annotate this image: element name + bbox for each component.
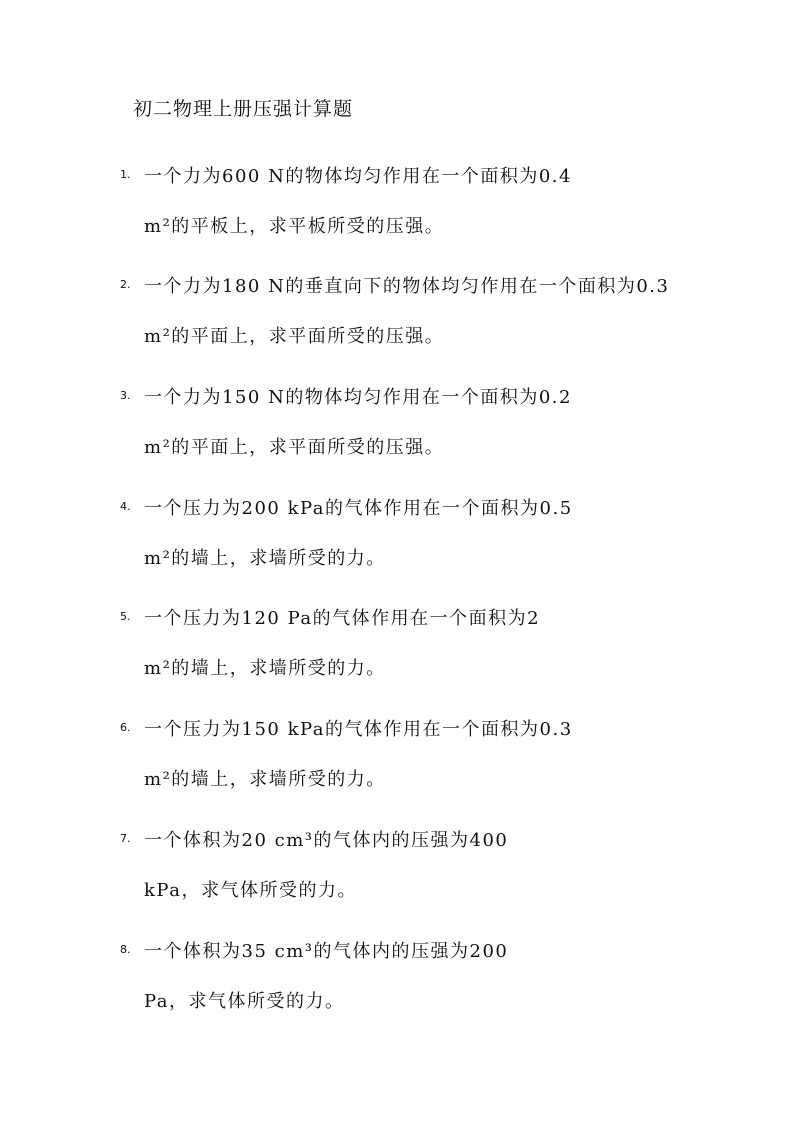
problem-number: 1. <box>120 168 131 181</box>
problem-text-line1: 一个体积为35 cm³的气体内的压强为200 <box>144 941 509 962</box>
problem-text-line2: m²的墙上，求墙所受的力。 <box>144 548 386 569</box>
problem-item-5 <box>0 604 800 704</box>
problem-number: 5. <box>120 610 131 623</box>
problem-item-1 <box>0 162 800 262</box>
problem-number: 4. <box>120 500 131 513</box>
problem-text-line2: m²的墙上，求墙所受的力。 <box>144 769 386 790</box>
problem-number: 7. <box>120 832 131 845</box>
problem-text-line2: m²的平面上，求平面所受的压强。 <box>144 437 445 458</box>
problem-item-8 <box>0 937 800 1037</box>
problem-text-line2: kPa，求气体所受的力。 <box>144 880 357 901</box>
problem-item-3 <box>0 383 800 483</box>
problem-text-line1: 一个力为600 N的物体均匀作用在一个面积为0.4 <box>144 166 572 187</box>
problem-item-4 <box>0 494 800 594</box>
problem-number: 2. <box>120 278 131 291</box>
document-title: 初二物理上册压强计算题 <box>133 98 354 120</box>
problem-text-line1: 一个压力为150 kPa的气体作用在一个面积为0.3 <box>144 719 573 740</box>
problem-text-line2: m²的墙上，求墙所受的力。 <box>144 658 386 679</box>
problem-number: 6. <box>120 721 131 734</box>
problem-item-2 <box>0 272 800 372</box>
problem-item-6 <box>0 715 800 815</box>
problem-text-line2: Pa，求气体所受的力。 <box>144 991 345 1012</box>
problem-text-line2: m²的平面上，求平面所受的压强。 <box>144 326 445 347</box>
problem-text-line2: m²的平板上，求平板所受的压强。 <box>144 216 445 237</box>
problem-item-7 <box>0 826 800 926</box>
problem-text-line1: 一个力为180 N的垂直向下的物体均匀作用在一个面积为0.3 <box>144 276 670 297</box>
problem-text-line1: 一个压力为200 kPa的气体作用在一个面积为0.5 <box>144 498 573 519</box>
problem-text-line1: 一个力为150 N的物体均匀作用在一个面积为0.2 <box>144 387 572 408</box>
problem-number: 8. <box>120 943 131 956</box>
problem-text-line1: 一个压力为120 Pa的气体作用在一个面积为2 <box>144 608 541 629</box>
problem-number: 3. <box>120 389 131 402</box>
problem-text-line1: 一个体积为20 cm³的气体内的压强为400 <box>144 830 509 851</box>
